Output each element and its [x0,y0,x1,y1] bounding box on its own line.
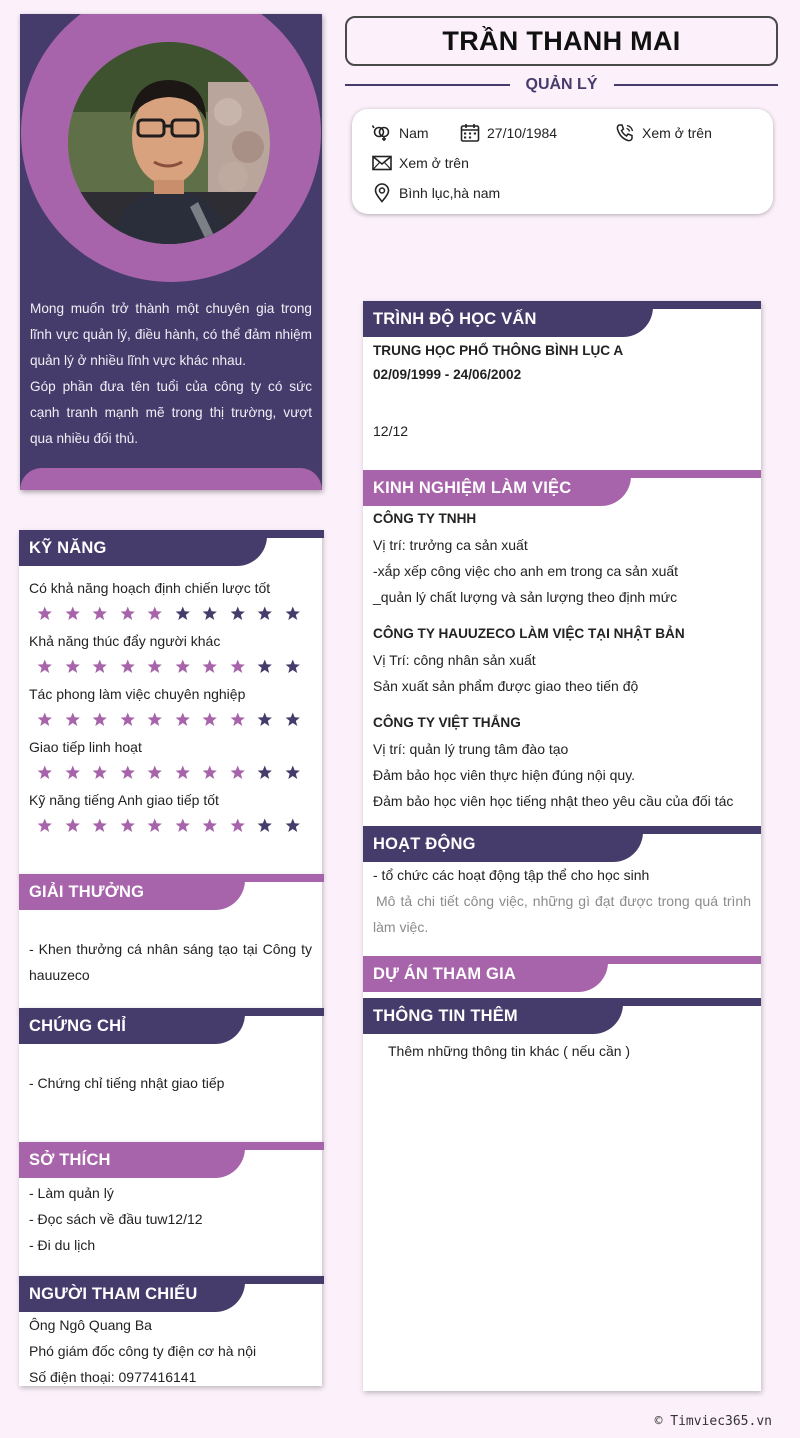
activity-line: - tổ chức các hoạt động tập thể cho học sinh [373,867,650,883]
more-info-text: Thêm những thông tin khác ( nếu cần ) [388,1043,631,1059]
skill-name: Khả năng thúc đẩy người khác [29,633,221,649]
footer-credit: © Timviec365.vn [654,1414,772,1429]
education-note: 12/12 [373,423,409,439]
full-name: TRẦN THANH MAI [345,16,778,66]
star-filled-icon [147,658,163,675]
star-filled-icon [147,764,163,781]
star-filled-icon [120,658,136,675]
education-header: TRÌNH ĐỘ HỌC VẤN [363,301,761,337]
star-filled-icon [175,764,191,781]
skill-name: Có khả năng hoạch định chiến lược tốt [29,580,271,596]
star-filled-icon [37,658,53,675]
skill-rating [37,711,312,728]
company-name: CÔNG TY VIỆT THẮNG [373,715,521,730]
contact-phone: Xem ở trên [615,122,712,144]
star-empty-icon [257,658,273,675]
star-filled-icon [120,817,136,834]
skills-section [19,530,322,876]
star-filled-icon [230,658,246,675]
star-empty-icon [230,605,246,622]
reference-item: Ông Ngô Quang Ba [29,1317,152,1333]
job-line: Vị trí: quản lý trung tâm đào tạo [373,741,569,757]
envelope-icon [372,155,392,171]
skill-rating [37,605,312,622]
star-filled-icon [65,711,81,728]
activity-placeholder: Mô tả chi tiết công việc, những gì đạt được trong quá trình làm việc. [373,893,751,935]
star-filled-icon [37,605,53,622]
skills-header: KỸ NĂNG [19,530,322,566]
star-filled-icon [37,764,53,781]
references-list [19,1312,322,1390]
hobbies-section [19,1142,322,1278]
star-empty-icon [257,605,273,622]
certificates-section [19,1008,322,1144]
education-period: 02/09/1999 - 24/06/2002 [373,367,522,382]
company-name: CÔNG TY TNHH [373,511,477,526]
star-filled-icon [37,711,53,728]
star-empty-icon [285,605,301,622]
star-filled-icon [37,817,53,834]
reference-item: Phó giám đốc công ty điện cơ hà nội [29,1343,257,1359]
star-filled-icon [202,817,218,834]
activities-entry [363,862,761,956]
contact-birthday: 27/10/1984 [460,122,557,144]
avatar [68,42,270,244]
contact-address: Bình lục,hà nam [372,182,500,204]
skill-rating [37,764,312,781]
star-empty-icon [285,658,301,675]
star-filled-icon [202,658,218,675]
star-empty-icon [257,764,273,781]
more-info-header: THÔNG TIN THÊM [363,998,761,1034]
job-line: Đảm bảo học viên học tiếng nhật theo yêu cầu của đối tác [373,793,734,809]
star-filled-icon [65,605,81,622]
star-filled-icon [175,658,191,675]
star-empty-icon [285,711,301,728]
star-filled-icon [65,817,81,834]
calendar-icon [460,123,480,143]
hobby-item: - Đi du lịch [29,1237,96,1253]
main-content [363,301,761,1391]
star-empty-icon [257,711,273,728]
award-item: - Khen thưởng cá nhân sáng tạo tại Công ty hauuzeco [29,941,312,983]
hobby-item: - Làm quản lý [29,1185,114,1201]
awards-section [19,874,322,1010]
skill-name: Giao tiếp linh hoạt [29,739,142,755]
gender-icon [372,124,392,142]
star-filled-icon [147,605,163,622]
star-filled-icon [230,817,246,834]
star-filled-icon [202,711,218,728]
star-filled-icon [92,711,108,728]
skill-name: Kỹ năng tiếng Anh giao tiếp tốt [29,792,219,808]
star-filled-icon [175,711,191,728]
star-empty-icon [285,764,301,781]
company-name: CÔNG TY HAUUZECO LÀM VIỆC TẠI NHẬT BẢN [373,626,685,641]
star-filled-icon [147,711,163,728]
job-line: Sản xuất sản phẩm được giao theo tiến độ [373,678,639,694]
star-filled-icon [230,711,246,728]
career-objective [30,296,312,452]
contact-gender: Nam [372,122,429,144]
star-empty-icon [257,817,273,834]
contact-email: Xem ở trên [372,152,469,174]
school-name: TRUNG HỌC PHỔ THÔNG BÌNH LỤC A [373,343,624,358]
profile-card [20,14,322,490]
awards-header: GIẢI THƯỞNG [19,874,322,910]
star-empty-icon [175,605,191,622]
objective-paragraph: Mong muốn trở thành một chuyên gia trong lĩnh vực quản lý, điều hành, có thể đảm nhiệm quản lý ở nhiều lĩnh vực khác nhau. [30,301,312,368]
certificates-header: CHỨNG CHỈ [19,1008,322,1044]
profile-bottom-wave [20,468,322,490]
job-line: Vị Trí: công nhân sản xuất [373,652,536,668]
star-empty-icon [285,817,301,834]
experience-header: KINH NGHIỆM LÀM VIỆC [363,470,761,506]
experience-list [363,506,761,826]
star-empty-icon [202,605,218,622]
certificate-item: - Chứng chỉ tiếng nhật giao tiếp [29,1075,225,1091]
projects-header: DỰ ÁN THAM GIA [363,956,761,992]
hobbies-list [19,1178,322,1258]
star-filled-icon [65,764,81,781]
star-filled-icon [92,764,108,781]
skills-list [19,578,322,834]
activities-header: HOẠT ĐỘNG [363,826,761,862]
role-title: QUẢN LÝ [345,73,778,97]
job-line: Vị trí: trưởng ca sản xuất [373,537,528,553]
skill-rating [37,658,312,675]
reference-item: Số điện thoại: 0977416141 [29,1369,197,1385]
contact-card [352,109,773,214]
star-filled-icon [92,817,108,834]
star-filled-icon [230,764,246,781]
job-line: -xắp xếp công việc cho anh em trong ca sản xuất [373,563,679,579]
phone-icon [615,123,635,143]
star-filled-icon [202,764,218,781]
location-pin-icon [372,183,392,203]
star-filled-icon [92,605,108,622]
hobby-item: - Đọc sách về đầu tuw12/12 [29,1211,203,1227]
star-filled-icon [175,817,191,834]
references-header: NGƯỜI THAM CHIẾU [19,1276,322,1312]
star-filled-icon [65,658,81,675]
job-line: Đảm bảo học viên thực hiện đúng nội quy. [373,767,636,783]
star-filled-icon [120,764,136,781]
objective-paragraph: Góp phần đưa tên tuổi của công ty có sức cạnh tranh mạnh mẽ trong thị trường, vượt qua nhiều đối thủ. [30,379,312,446]
education-entry [363,338,761,470]
references-section [19,1276,322,1386]
star-filled-icon [92,658,108,675]
star-filled-icon [120,605,136,622]
star-filled-icon [120,711,136,728]
skill-rating [37,817,312,834]
star-filled-icon [147,817,163,834]
skill-name: Tác phong làm việc chuyên nghiệp [29,686,246,702]
hobbies-header: SỞ THÍCH [19,1142,322,1178]
job-line: _quản lý chất lượng và sản lượng theo định mức [373,589,678,605]
